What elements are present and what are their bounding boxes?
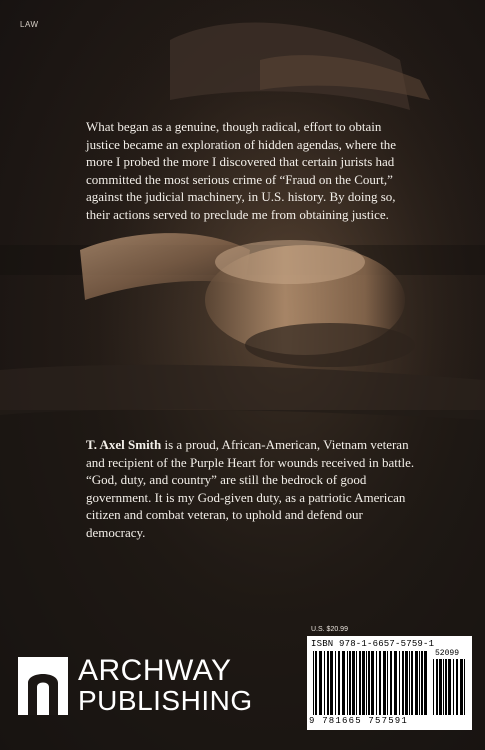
category-label: LAW: [20, 20, 39, 29]
book-blurb: What began as a genuine, though radical, effort to obtain justice became an exploration of hidden agendas, where the more I probed the more I discovered that certain jurists had committed the most serious crime of “Fraud on the Court,” against the judicial machinery, in U.S. history. By doing so, their actions served to preclude me from obtaining justice.: [86, 119, 397, 222]
price-code: 52099: [435, 649, 460, 658]
isbn-number: ISBN 978-1-6657-5759-1: [311, 639, 435, 649]
author-name: T. Axel Smith: [86, 437, 162, 452]
ean-digits: 9 781665 757591: [309, 716, 409, 726]
price-barcode-bars: [433, 659, 467, 715]
isbn-barcode: [307, 636, 472, 730]
publisher-name-line2: PUBLISHING: [78, 685, 253, 716]
publisher-name-line1: ARCHWAY: [78, 654, 232, 687]
price-label: U.S. $20.99: [311, 626, 348, 633]
publisher-logo: [18, 654, 253, 719]
author-bio-text: is a proud, African-American, Vietnam veteran and recipient of the Purple Heart for wounds received in battle. “God, duty, and country” are still the bedrock of good government. It is my God-given duty, as a patriotic American citizen and combat veteran, to uphold and defend our democracy.: [86, 437, 415, 540]
ean-barcode-bars: [313, 651, 427, 715]
archway-icon: [18, 657, 68, 715]
author-bio: [86, 436, 416, 541]
